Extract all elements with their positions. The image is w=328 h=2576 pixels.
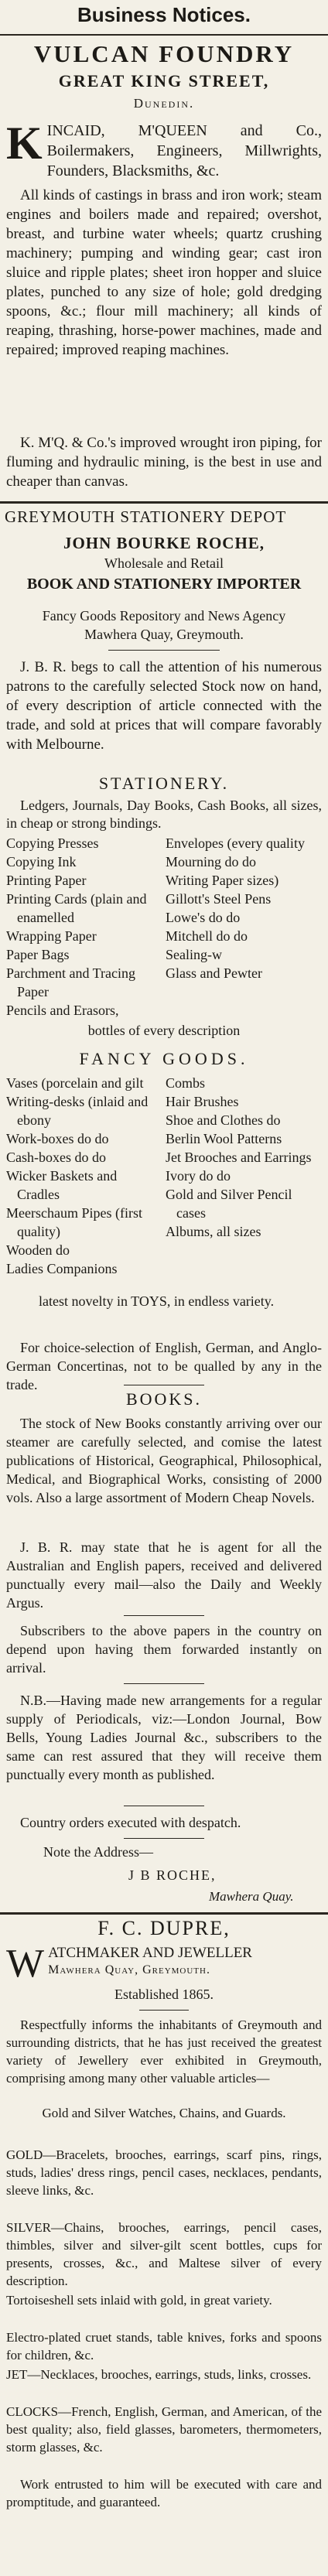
list-item: Copying Presses	[6, 835, 99, 851]
dupre-trade: ATCHMAKER AND JEWELLER	[48, 1945, 252, 1961]
stationery-left-list	[6, 834, 161, 1020]
divider	[139, 2010, 189, 2011]
list-item: Paper Bags	[6, 947, 70, 962]
dupre-intro: Respectfully informs the inhabitants of Greymouth and surrounding districts, that he has just received the greatest variety of Jewellery ever exhibited in Greymouth, comprising among many other valuable articles—	[6, 2017, 322, 2086]
roche-importer: BOOK AND STATIONERY IMPORTER	[26, 576, 302, 593]
dupre-clocks: CLOCKS—French, English, German, and American, of the best quality; also, field glasses, barometers, thermometers, storm glasses, &c.	[6, 2404, 322, 2455]
depot-title-text: GREYMOUTH STATIONERY DEPOT	[5, 507, 287, 526]
list-item: Albums, all sizes	[166, 1224, 261, 1239]
roche-name: JOHN BOURKE ROCHE,	[63, 534, 265, 552]
divider	[0, 501, 328, 504]
list-item: Writing-desks (inlaid and ebony	[6, 1094, 149, 1128]
list-item: Work-boxes do do	[6, 1131, 109, 1146]
roche-agency: Fancy Goods Repository and News Agency	[42, 608, 286, 624]
list-item: Printing Paper	[6, 873, 87, 888]
foundry-intro-text: INCAID, M'QUEEN and Co., Boilermakers, Engineers, Millwrights, Founders, Blacksmiths, &c.	[46, 122, 322, 179]
list-item: Hair Brushes	[166, 1094, 239, 1109]
list-item: Mitchell do do	[166, 928, 248, 944]
list-item: Berlin Wool Patterns	[166, 1131, 282, 1146]
stationery-intro: Ledgers, Journals, Day Books, Cash Books, all sizes, in cheap or strong bindings.	[6, 798, 322, 831]
list-item: Meerschaum Pipes (first quality)	[6, 1205, 142, 1239]
list-item: Wicker Baskets and Cradles	[6, 1168, 118, 1202]
fancy-right-list	[166, 1074, 323, 1241]
divider	[124, 1683, 204, 1684]
subscribers-text: Subscribers to the above papers in the country on depend upon having them forwarded instantly on arrival.	[6, 1623, 322, 1676]
list-item: Wooden do	[6, 1242, 70, 1258]
divider	[108, 650, 220, 651]
divider	[0, 34, 328, 36]
page-heading: Business Notices.	[77, 3, 251, 26]
nb-text: N.B.—Having made new arrangements for a regular supply of Periodicals, viz:—London Journal, Bow Bells, Young Ladies Journal &c., subscribers to the same can rest assured that they will receive them punctually every month as published.	[6, 1693, 322, 1782]
list-item: Ivory do do	[166, 1168, 231, 1184]
dupre-location: Mawhera Quay, Greymouth.	[48, 1963, 210, 1976]
signature-place: Mawhera Quay.	[209, 1889, 294, 1904]
list-item: Writing Paper sizes)	[166, 873, 279, 888]
dupre-tortoise: Tortoiseshell sets inlaid with gold, in great variety.	[6, 2293, 272, 2308]
address-label: Note the Address—	[43, 1844, 153, 1860]
list-item: Combs	[166, 1075, 206, 1091]
fancy-tail: latest novelty in TOYS, in endless variety.	[39, 1293, 275, 1309]
list-item: Vases (porcelain and gilt	[6, 1075, 144, 1091]
list-item: Ladies Companions	[6, 1261, 118, 1276]
drop-cap: W	[6, 1942, 45, 1986]
country-orders-text: Country orders executed with despatch.	[20, 1815, 241, 1830]
fancy-heading: FANCY GOODS.	[79, 1049, 249, 1068]
books-heading: BOOKS.	[125, 1389, 203, 1409]
foundry-body-2: K. M'Q. & Co.'s improved wrought iron piping, for fluming and hydraulic mining, is the best in use and cheaper than canvas.	[6, 435, 322, 490]
dupre-silver: SILVER—Chains, brooches, earrings, pencil cases, thimbles, silver and silver-gilt scent bottles, cups for presents, crosses, &c., and Maltese silver of every description.	[6, 2220, 322, 2288]
roche-intro: J. B. R. begs to call the attention of his numerous patrons to the carefully selected Stock now on hand, of every description of article connected with the trade, and sold at prices that will compare favorably with Melbourne.	[6, 659, 322, 753]
dupre-name: F. C. DUPRE,	[97, 1917, 231, 1939]
stationery-heading: STATIONERY.	[98, 774, 230, 793]
foundry-body-1: All kinds of castings in brass and iron work; steam engines and boilers made and repaired; overshot, breast, and turbine water wheels; quartz crushing machinery; pumping and winding gear; cast iron sluice and ripple plates; sheet iron hopper and sluice plates, punched to any size of hole; gold dredging spoons, &c.; flour mill machinery; all kinds of reaping, thrashing, horse-power machines, made and repaired; improved reaping machines.	[6, 187, 322, 358]
foundry-piping	[6, 433, 322, 491]
fancy-left-list	[6, 1074, 161, 1278]
drop-cap: K	[6, 118, 43, 169]
foundry-city: Dunedin.	[133, 96, 195, 111]
list-item: Cash-boxes do do	[6, 1150, 106, 1165]
list-item: Glass and Pewter	[166, 965, 262, 981]
list-item: Copying Ink	[6, 854, 77, 869]
stationery-tail: bottles of every description	[87, 1023, 241, 1038]
foundry-body	[6, 186, 322, 360]
agent-text: J. B. R. may state that he is agent for all the Australian and English papers, received and delivered punctually every mail—also the Daily and Weekly Argus.	[6, 1539, 322, 1611]
foundry-street: GREAT KING STREET,	[58, 71, 270, 91]
dupre-work: Work entrusted to him will be executed with care and promptitude, and guaranteed.	[6, 2477, 322, 2509]
divider	[124, 1615, 204, 1616]
list-item: Jet Brooches and Earrings	[166, 1150, 312, 1165]
books-text: The stock of New Books constantly arriving over our steamer are carefully selected, and comise the latest publications of Historical, Geographical, Philosophical, Medical, and Biographical Works, consisting of 2000 vols. Also a large assortment of Modern Cheap Novels.	[6, 1416, 322, 1505]
roche-wholesale: Wholesale and Retail	[104, 555, 224, 571]
list-item: Parchment and Tracing Paper	[6, 965, 135, 999]
foundry-intro	[6, 118, 322, 181]
dupre-gold: GOLD—Bracelets, brooches, earrings, scarf pins, rings, studs, ladies' dress rings, pencil cases, necklaces, pendants, sleeve links, &c.	[6, 2147, 322, 2198]
list-item: Mourning do do	[166, 854, 256, 869]
list-item: Wrapping Paper	[6, 928, 97, 944]
depot-title	[5, 507, 323, 527]
list-item: Printing Cards (plain and enamelled	[6, 891, 147, 925]
foundry-name: VULCAN FOUNDRY	[33, 40, 295, 67]
list-item: Lowe's do do	[166, 910, 241, 925]
dupre-watches: Gold and Silver Watches, Chains, and Guards.	[42, 2106, 286, 2120]
list-item: Pencils and Erasors,	[6, 1003, 119, 1018]
list-item: Sealing-w	[166, 947, 222, 962]
stationery-right-list	[166, 834, 323, 982]
list-item: Shoe and Clothes do	[166, 1112, 281, 1128]
list-item: Gold and Silver Pencil cases	[166, 1187, 292, 1221]
dupre-electro: Electro-plated cruet stands, table knives, forks and spoons for children, &c.	[6, 2330, 322, 2362]
roche-location: Mawhera Quay, Greymouth.	[84, 627, 244, 642]
dupre-established: Established 1865.	[114, 1987, 214, 2002]
list-item: Gillott's Steel Pens	[166, 891, 272, 907]
divider	[124, 1838, 204, 1839]
concertinas-text: For choice-selection of English, German, and Anglo-German Concertinas, not to be qualled by any in the trade.	[6, 1340, 322, 1392]
divider	[0, 1912, 328, 1915]
list-item: Envelopes (every quality	[166, 835, 305, 851]
signature-name: J B ROCHE,	[128, 1867, 217, 1883]
dupre-jet: JET—Necklaces, brooches, earrings, studs, links, crosses.	[6, 2367, 312, 2382]
